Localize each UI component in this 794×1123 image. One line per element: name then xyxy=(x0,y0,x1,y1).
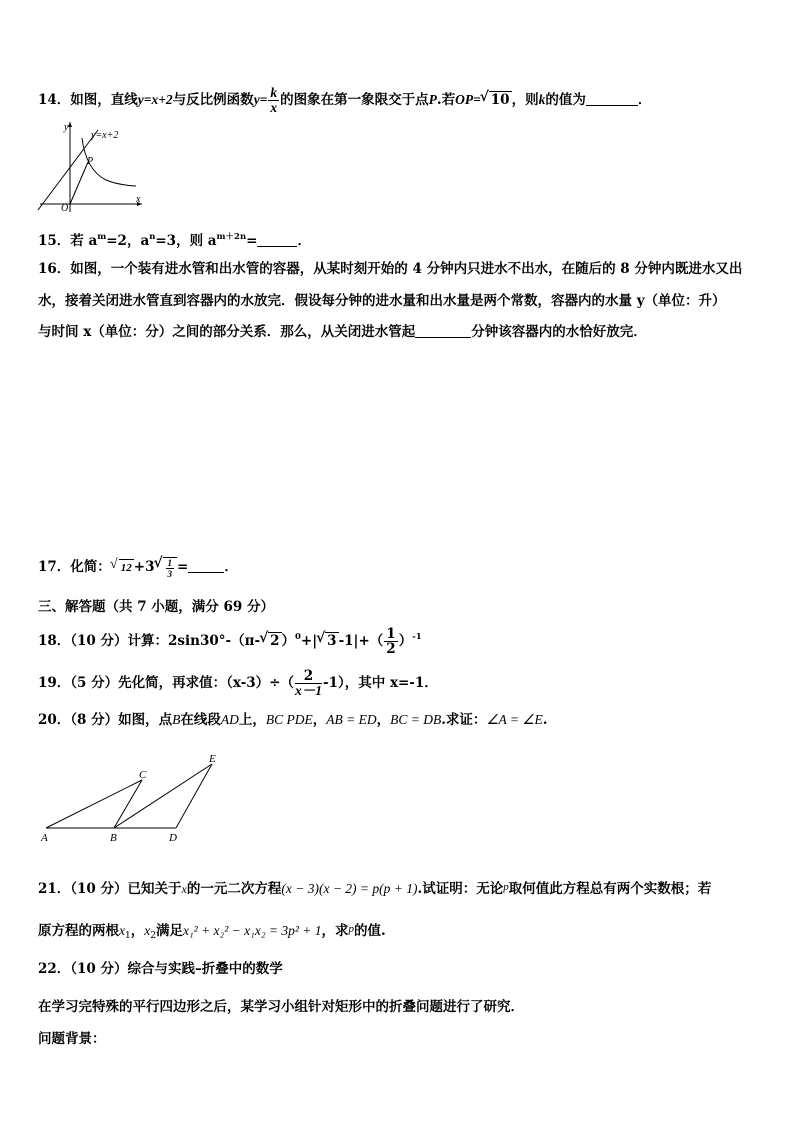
sqrt-fraction: √ $\frac{1}{3}$ xyxy=(163,557,178,579)
segment-be xyxy=(114,764,212,828)
question-16-line-1: 16．如图，一个装有进水管和出水管的容器，从某时刻开始的 4 分钟内只进水不出水，在随后的 8 分钟内既进水又出 xyxy=(38,261,743,277)
point-p-label: P xyxy=(87,156,94,167)
question-21-line-2: 原方程的两根$x_1$，$x_2$满足x₁² + x₂² − x₁x₂ = 3p² + 1，求$^p$的值. xyxy=(38,923,386,941)
sqrt: √ 2 xyxy=(268,632,281,649)
y-axis-arrow xyxy=(68,122,72,127)
equation: (x − 3)(x − 2) = p(p + 1) xyxy=(281,881,418,896)
figure-14 xyxy=(36,118,146,214)
condition-equation: x₁² + x₂² − x₁x₂ = 3p² + 1 xyxy=(182,923,322,938)
point-c-label: C xyxy=(139,769,147,781)
sqrt: √ 10 xyxy=(489,91,512,108)
line-graph xyxy=(38,130,98,210)
question-22-title: 22．（10 分）综合与实践–折叠中的数学 xyxy=(38,961,283,977)
x-label: x xyxy=(136,194,141,205)
point-d-label: D xyxy=(169,832,177,844)
y-label: y xyxy=(64,122,69,133)
point-b-label: B xyxy=(110,832,117,844)
question-22-subtitle: 问题背景： xyxy=(38,1031,106,1047)
figure-20 xyxy=(36,752,236,846)
equation: y=x+2 xyxy=(137,92,173,107)
line-label: y=x+2 xyxy=(91,130,119,141)
segment-op xyxy=(70,162,88,204)
fraction: $\frac{2}{x-1}$ xyxy=(295,668,322,698)
point-e-label: E xyxy=(209,753,216,765)
question-16-line-3: 与时间 x（单位：分）之间的部分关系．那么，从关闭进水管起 分钟该容器内的水恰好放完． xyxy=(38,324,647,340)
segment-ed xyxy=(176,764,212,828)
sqrt: √ 3 xyxy=(325,632,338,649)
question-17: 17．化简：√ 12 +3 √ $\frac{1}{3}$ = ． xyxy=(38,556,238,579)
fraction: $\frac{1}{2}$ xyxy=(386,626,396,657)
question-14: 14．如图，直线y=x+2与反比例函数y= $\frac{k}{x}$ 的图象在第一象限交于点P.若OP=√ 10 ，则k的值为 ． xyxy=(38,86,651,115)
question-18: 18．（10 分）计算：2sin30°-（π-√ 2 ）$^0$+|√ 3 -1|+（ $\frac{1}{2}$ ）$^{-1}$ xyxy=(38,626,422,656)
question-21-line-1: 21．（10 分）已知关于x的一元二次方程(x − 3)(x − 2) = p(p + 1).试证明：无论$^p$取何值此方程总有两个实数根；若 xyxy=(38,881,712,897)
answer-blank[interactable] xyxy=(586,91,638,106)
question-15: 15．若 $a^m=2$，$a^n=3$，则 $a^{m+2n}=$ ． xyxy=(38,232,311,249)
point-a-label: A xyxy=(41,832,48,844)
answer-blank[interactable] xyxy=(257,232,297,247)
question-19: 19．（5 分）先化简，再求值：（x-3）÷（ $\frac{2}{x-1}$ -1），其中 x=-1． xyxy=(38,668,438,698)
answer-blank[interactable] xyxy=(188,558,224,573)
question-20: 20．（8 分）如图，点B在线段AD上，BC PDE，AB = ED，BC = DB.求证：∠A = ∠E. xyxy=(38,712,548,728)
origin-label: O xyxy=(61,203,69,214)
question-22-text: 在学习完特殊的平行四边形之后，某学习小组针对矩形中的折叠问题进行了研究． xyxy=(38,999,524,1015)
sqrt: √ 12 xyxy=(119,559,134,576)
question-16-line-2: 水，接着关闭进水管直到容器内的水放完．假设每分钟的进水量和出水量是两个常数，容器内的水量 y（单位：升） xyxy=(38,293,726,309)
fraction: $\frac{k}{x}$ xyxy=(270,85,278,115)
section-title: 三、解答题（共 7 小题，满分 69 分） xyxy=(38,599,274,615)
answer-blank[interactable] xyxy=(415,323,471,338)
